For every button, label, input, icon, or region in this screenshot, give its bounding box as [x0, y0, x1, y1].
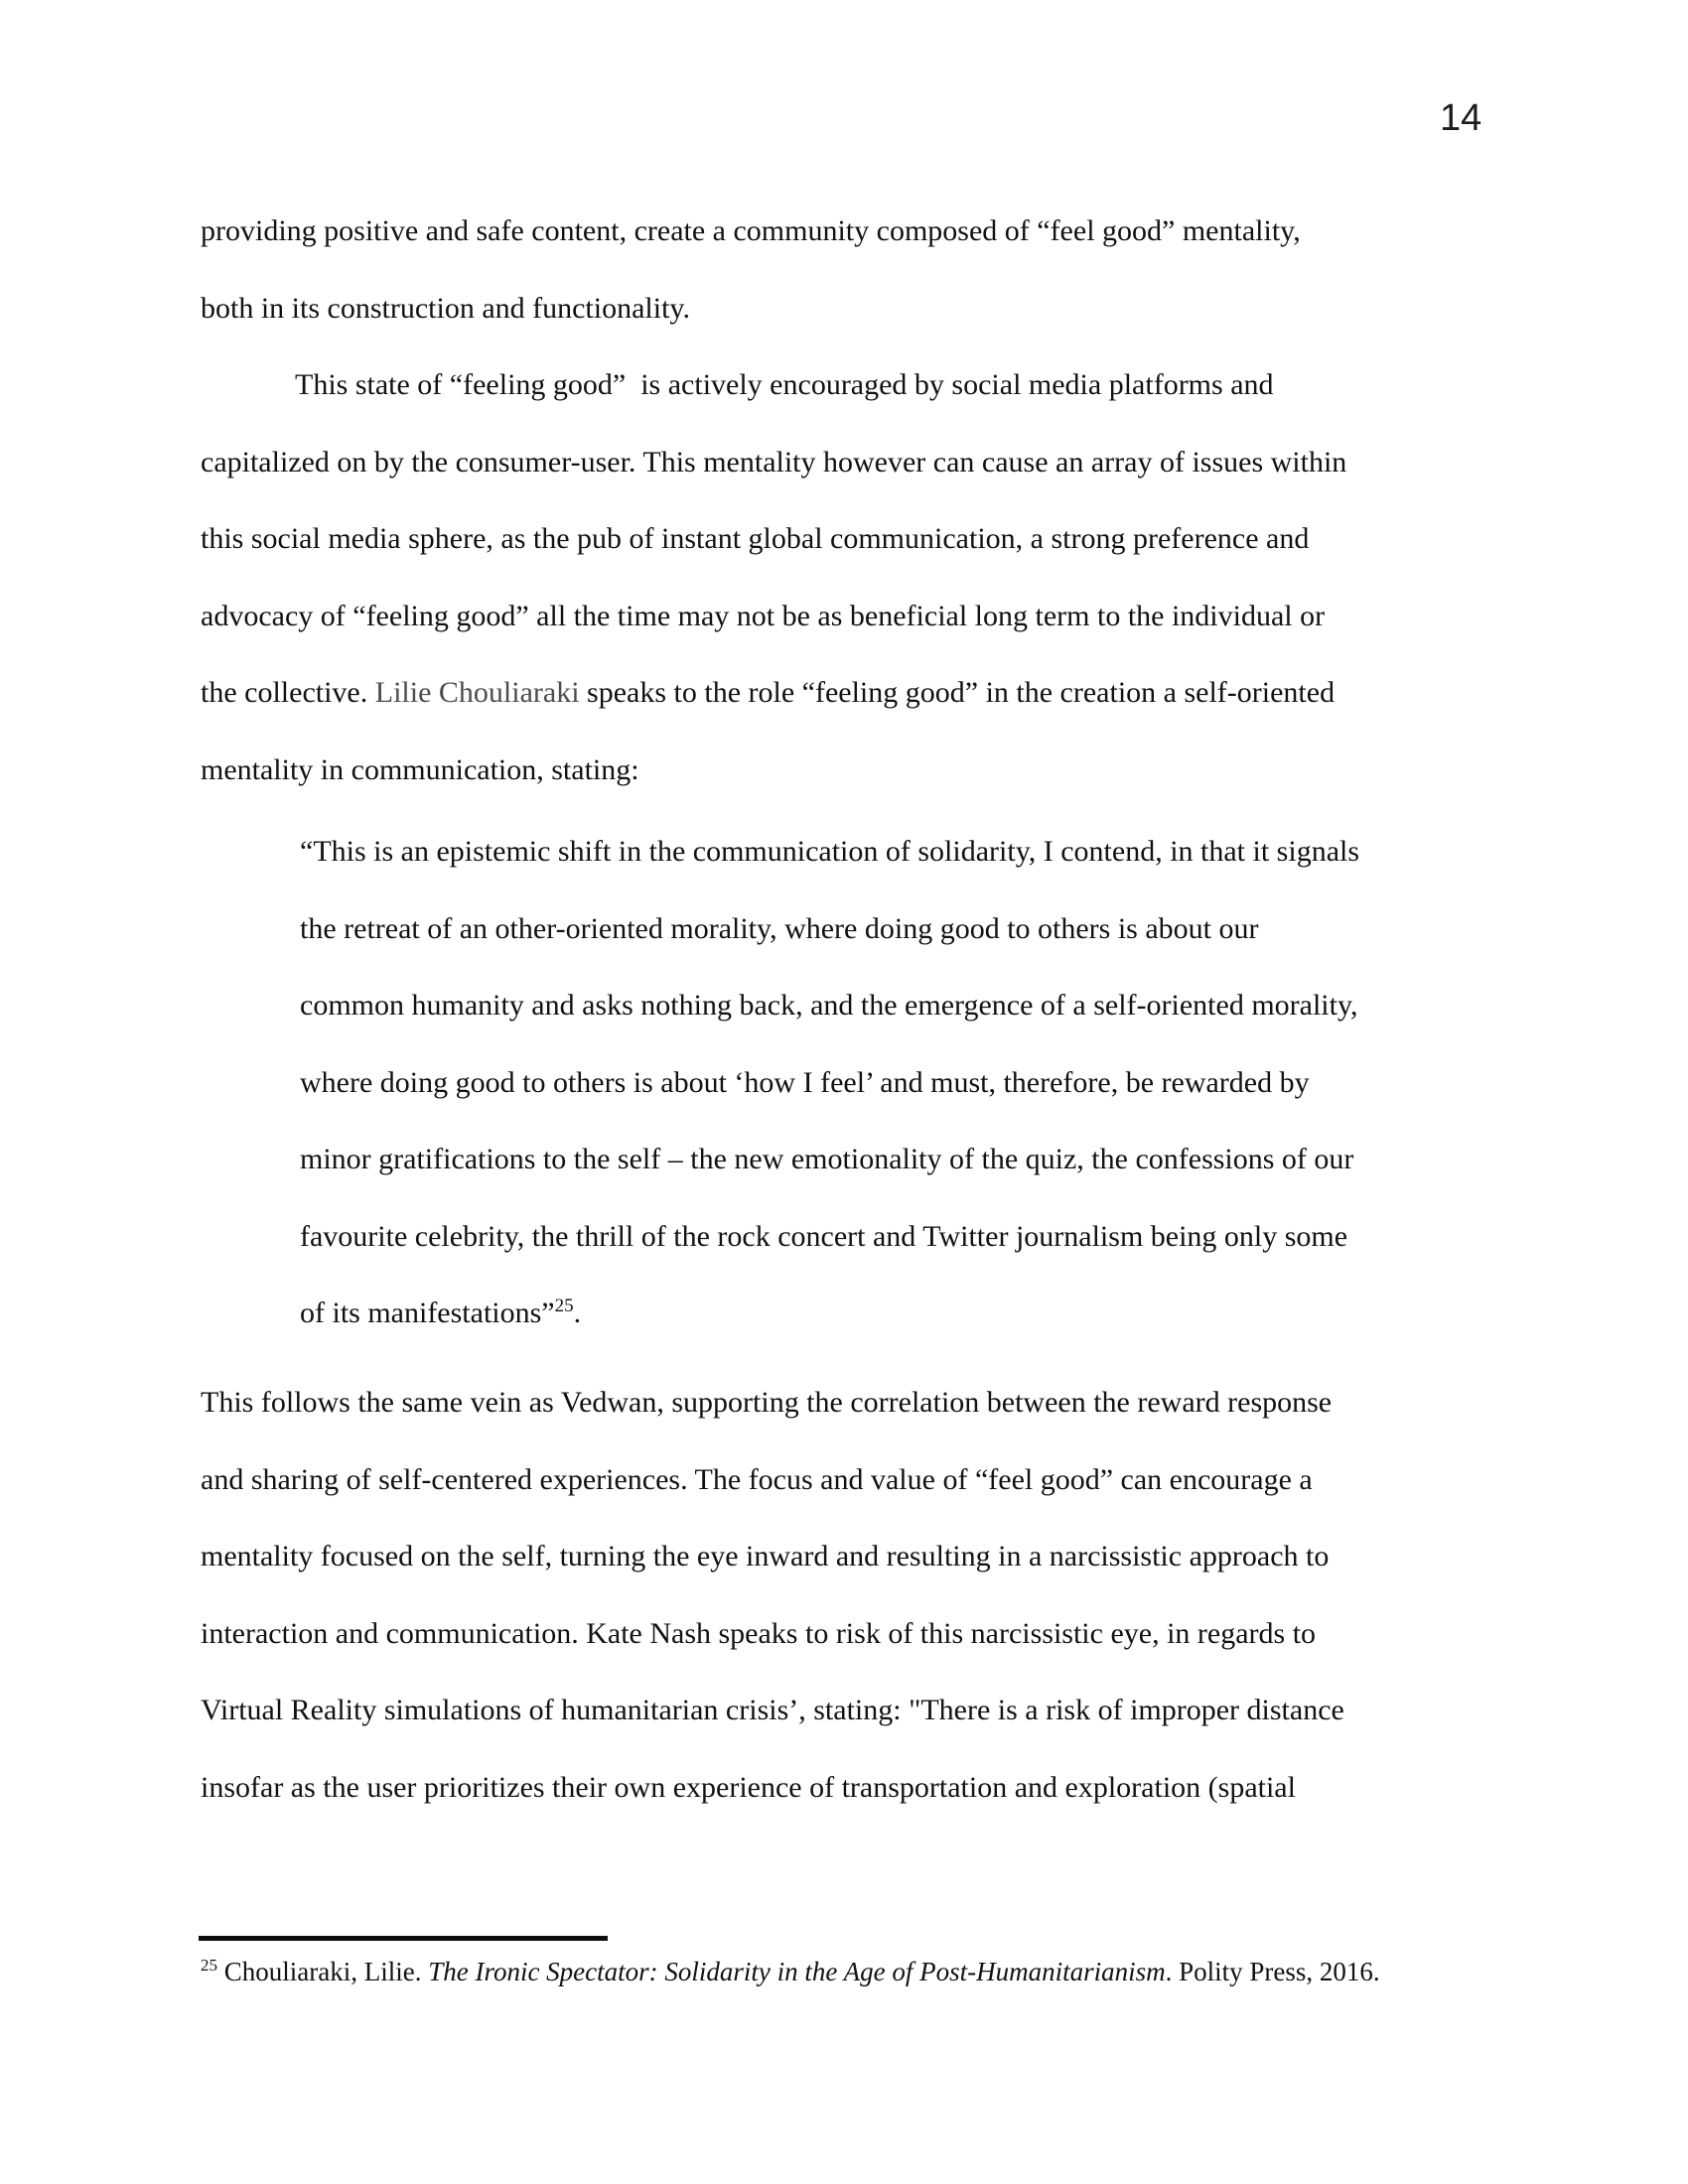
text-line: common humanity and asks nothing back, and the emergence of a self-oriented morality,	[300, 989, 1358, 1022]
text-line: and sharing of self-centered experiences. The focus and value of “feel good” can encourage a	[201, 1462, 1313, 1496]
footnote-ref-25: 25	[554, 1296, 574, 1316]
footnote-number: 25	[201, 1956, 217, 1975]
page-number: 14	[1440, 97, 1482, 139]
text-line: advocacy of “feeling good” all the time may not be as beneficial long term to the individual or	[201, 599, 1326, 632]
block-quote	[300, 813, 1531, 1352]
footnote	[201, 1951, 1531, 1992]
paragraph-1	[201, 193, 1531, 346]
text-line	[201, 654, 1531, 732]
text-line: This state of “feeling good” is actively encouraged by social media platforms and	[295, 368, 1274, 401]
text-line: interaction and communication. Kate Nash speaks to risk of this narcissistic eye, in regards to	[201, 1616, 1317, 1650]
paragraph-3	[201, 1364, 1531, 1826]
footnote-publisher: . Polity Press, 2016.	[1165, 1957, 1380, 1986]
text-line: insofar as the user prioritizes their own experience of transportation and exploration (spatial	[201, 1770, 1296, 1804]
text-line: mentality focused on the self, turning the eye inward and resulting in a narcissistic approach to	[201, 1540, 1330, 1572]
text-line: This follows the same vein as Vedwan, supporting the correlation between the reward response	[201, 1386, 1333, 1419]
text-line: where doing good to others is about ‘how I feel’ and must, therefore, be rewarded by	[300, 1065, 1310, 1099]
text-segment: the collective.	[201, 676, 375, 709]
text-line: this social media sphere, as the pub of instant global communication, a strong preference and	[201, 522, 1310, 555]
footnote-author: Chouliaraki, Lilie.	[217, 1957, 429, 1986]
text-line: providing positive and safe content, create a community composed of “feel good” mentality,	[201, 214, 1301, 247]
paragraph-2	[201, 346, 1531, 808]
text-line: the retreat of an other-oriented morality, where doing good to others is about our	[300, 911, 1259, 945]
text-segment: speaks to the role “feeling good” in the creation a self-oriented	[579, 676, 1336, 709]
text-line: minor gratifications to the self – the new emotionality of the quiz, the confessions of our	[300, 1143, 1354, 1175]
text-line: “This is an epistemic shift in the communication of solidarity, I contend, in that it signals	[300, 835, 1360, 868]
footnote-title-italic: The Ironic Spectator: Solidarity in the Age of Post-Humanitarianism	[428, 1957, 1166, 1986]
text-line: mentality in communication, stating:	[201, 752, 639, 786]
text-line: Virtual Reality simulations of humanitarian crisis’, stating: "There is a risk of improper distance	[201, 1694, 1344, 1726]
text-line	[300, 1275, 1531, 1352]
text-line: capitalized on by the consumer-user. This mentality however can cause an array of issues within	[201, 445, 1347, 478]
text-line: both in its construction and functionality.	[201, 291, 690, 325]
text-segment: of its manifestations”	[300, 1297, 555, 1329]
text-line: favourite celebrity, the thrill of the rock concert and Twitter journalism being only some	[300, 1219, 1348, 1253]
text-segment: .	[573, 1297, 582, 1329]
author-name-chouliaraki: Lilie Chouliaraki	[374, 676, 580, 709]
footnote-separator	[199, 1936, 608, 1941]
